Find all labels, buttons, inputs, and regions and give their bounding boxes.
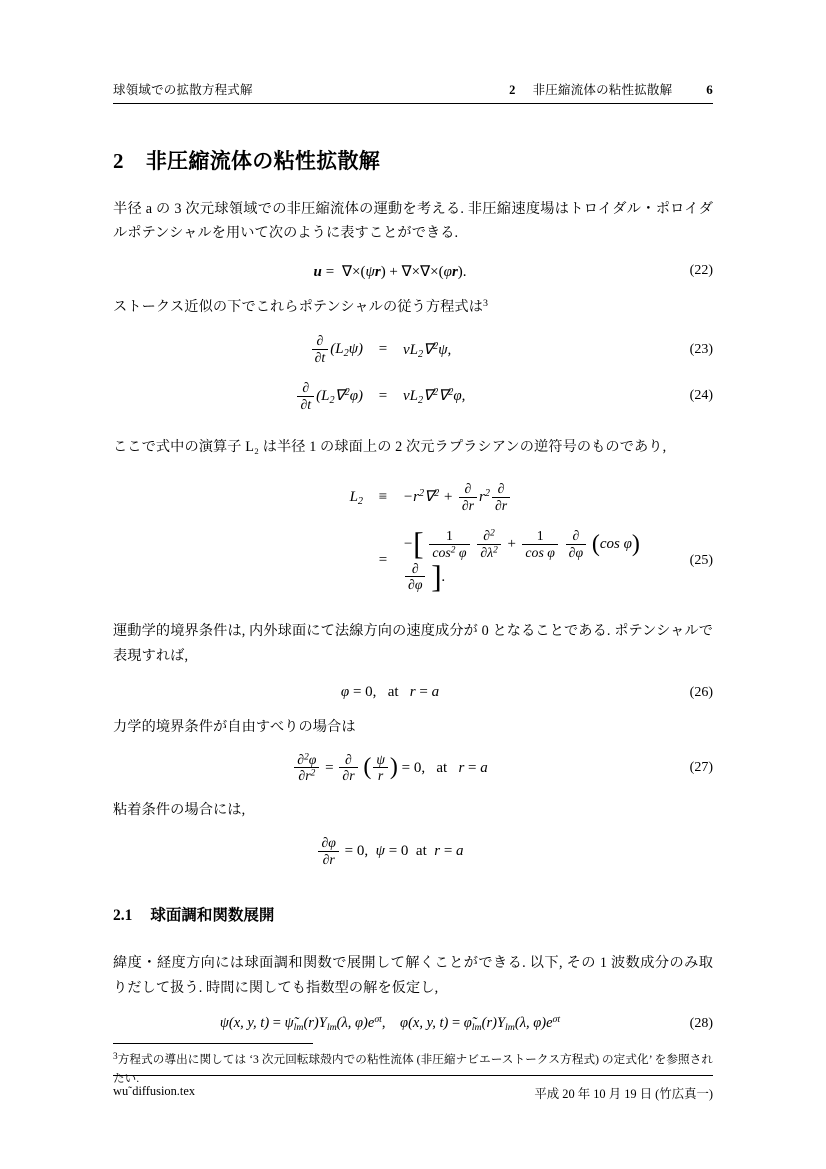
equation-22-number: (22)	[689, 263, 713, 279]
paragraph-stokes-text: ストークス近似の下でこれらポテンシャルの従う方程式は	[113, 298, 483, 315]
footer-date-author: 平成 20 年 10 月 19 日 (竹広真一)	[534, 1087, 713, 1101]
equation-23-number: (23)	[689, 341, 713, 357]
footer-filename: wu˜diffusion.tex	[113, 1084, 196, 1098]
section-heading-title: 非圧縮流体の粘性拡散解	[145, 149, 381, 173]
equation-28	[113, 1014, 713, 1033]
paragraph-noslip: 粘着条件の場合には,	[113, 802, 246, 819]
equation-27-body: $\frac{\partial^2\varphi}{\partial r^2}$ = $\frac{\partial}{\partial r}$ ( $\frac{\psi}{r}$ ) = 0, at r = a	[113, 752, 667, 785]
equation-22	[113, 262, 713, 281]
subsection-heading	[113, 903, 713, 925]
equation-25-number: (25)	[689, 552, 713, 568]
equation-23	[113, 333, 713, 366]
equation-23-rhs: $\nu L_2\nabla^2\psi$,	[403, 340, 452, 360]
footnote-marker: 3	[113, 1051, 118, 1062]
equation-25-line1	[113, 481, 713, 514]
running-header	[113, 80, 713, 104]
running-header-section	[253, 80, 707, 98]
paragraph-spherical-harmonics: 緯度・経度方向には球面調和関数で展開して解くことができる. 以下, その 1 波数成分のみ取りだして扱う. 時間に関しても指数型の解を仮定し,	[113, 955, 713, 996]
equation-27-number: (27)	[689, 759, 713, 775]
equation-24	[113, 380, 713, 413]
subsection-heading-title: 球面調和関数展開	[150, 907, 275, 925]
equation-24-relation: =	[378, 387, 388, 404]
equation-24-rhs: $\nu L_2\nabla^2\nabla^2\varphi$,	[403, 387, 466, 407]
equation-25-rhs-2: −[ $\frac{1}{\cos^2 \varphi}$ $\frac{\partial^2}{\partial\lambda^2}$ + $\frac{1}{\text{cos φ}}$ $\frac{\partial}{\partial\varphi}$ (cos φ) $\frac{\partial}{\partial\varphi}$ ].	[403, 526, 640, 594]
page-content	[113, 80, 713, 1088]
equation-23-relation: =	[378, 341, 388, 358]
subsection-heading-number: 2.1	[113, 907, 133, 925]
equation-28-body: ψ(x, y, $t) = \psĩ_{lm}(r)Y_{lm}(\lambda$, $\varphi)e^{\sigma t}$, φ(x, y, $t) = \varphĩ_{lm}(r)Y_{lm}(\lambda$, $\varphi)e^{\sigma t}$	[219, 1014, 561, 1033]
equation-unnumbered-noslip	[113, 835, 713, 868]
running-header-section-number: 2	[509, 83, 516, 97]
paragraph-dynamic-bc: 力学的境界条件が自由すべりの場合は	[113, 719, 356, 736]
paragraph-operator: ここで式中の演算子 L₂ は半径 1 の球面上の 2 次元ラプラシアンの逆符号のものであり,	[113, 438, 667, 455]
running-header-page-number: 6	[706, 82, 713, 97]
paragraph-kinematic-bc: 運動学的境界条件は, 内外球面にて法線方向の速度成分が 0 となることである. ポテンシャルで表現すれば,	[113, 623, 713, 664]
section-heading-number: 2	[113, 149, 124, 173]
footnote-rule	[113, 1043, 313, 1044]
paragraph-intro: 半径 a の 3 次元球領域での非圧縮流体の運動を考える. 非圧縮速度場はトロイダル・ポロイダルポテンシャルを用いて次のように表すことができる.	[113, 201, 713, 242]
equation-25-relation-1: ≡	[378, 488, 388, 505]
equation-26	[113, 684, 713, 701]
equation-26-body: φ = 0, at r = a	[340, 684, 440, 701]
equation-27	[113, 752, 713, 785]
equation-25-lhs: $L_2$	[349, 488, 363, 507]
paragraph-stokes	[113, 295, 713, 319]
equation-24-number: (24)	[689, 388, 713, 404]
footnote-text: 方程式の導出に関しては ‘3 次元回転球殻内での粘性流体 (非圧縮ナビエーストークス方程式) の定式化’ を参照されたい.	[113, 1053, 713, 1085]
equation-26-number: (26)	[689, 684, 713, 700]
equation-28-number: (28)	[689, 1015, 713, 1031]
running-header-section-title: 非圧縮流体の粘性拡散解	[532, 83, 673, 97]
page-footer	[113, 1075, 713, 1102]
footnote-ref-3: 3	[483, 297, 489, 309]
equation-25-line2	[113, 528, 713, 593]
equation-unnumbered-body: $\frac{\partial\varphi}{\partial r}$ = 0, ψ = 0 at r = a	[113, 835, 667, 868]
running-header-left-title: 球領域での拡散方程式解	[113, 83, 253, 97]
equation-24-lhs: $\frac{\partial}{\partial t}$ $(L_2\nabla^2\varphi)$	[113, 380, 373, 413]
equation-25-rhs-1: $-r^2\nabla^2$ + $\frac{\partial}{\partial r}$ $r^2$ $\frac{\partial}{\partial r}$	[393, 481, 667, 514]
equation-25-relation-2: =	[378, 552, 388, 569]
equation-23-lhs: $\frac{\partial}{\partial t}$ $(L_2\psi)$	[113, 333, 373, 366]
section-heading	[113, 145, 713, 175]
equation-22-body: u = ∇×(ψr) + ∇×∇×(φr).	[313, 263, 467, 280]
